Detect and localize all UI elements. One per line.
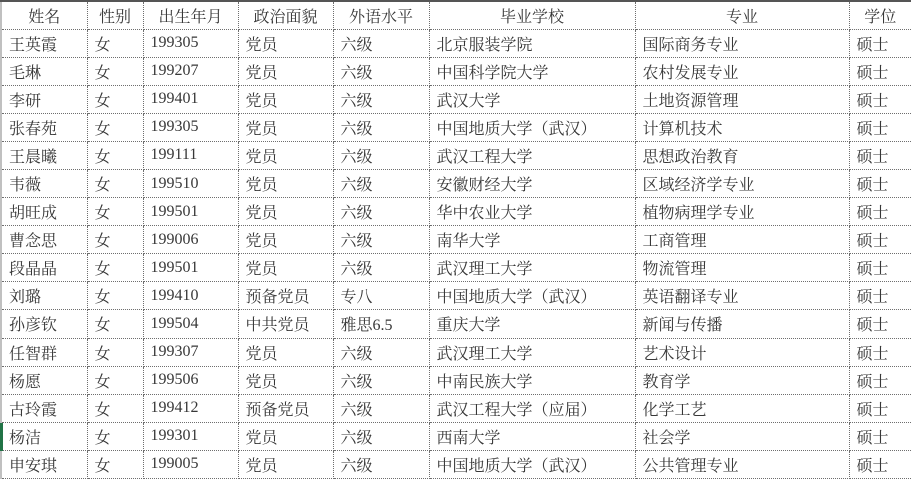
cell-political: 党员 [238,338,333,366]
cell-school: 中国地质大学（武汉） [429,450,635,478]
cell-gender: 女 [87,394,143,422]
cell-school: 华中农业大学 [429,198,635,226]
table-row [1,141,911,169]
cell-name: 古玲霞 [1,394,87,422]
cell-major: 化学工艺 [635,394,849,422]
cell-major: 植物病理学专业 [635,198,849,226]
cell-political: 预备党员 [238,394,333,422]
cell-language: 六级 [333,85,429,113]
cell-gender: 女 [87,198,143,226]
cell-gender: 女 [87,422,143,450]
cell-political: 预备党员 [238,282,333,310]
table-row [1,450,911,478]
cell-major: 工商管理 [635,226,849,254]
table-row [1,282,911,310]
cell-political: 党员 [238,226,333,254]
cell-birth: 199305 [143,113,238,141]
cell-name: 任智群 [1,338,87,366]
table-row [1,310,911,338]
cell-major: 艺术设计 [635,338,849,366]
cell-birth: 199510 [143,169,238,197]
cell-name: 申安琪 [1,450,87,478]
cell-political: 中共党员 [238,310,333,338]
cell-name: 王英霞 [1,29,87,57]
cell-degree: 硕士 [849,394,911,422]
cell-school: 南华大学 [429,226,635,254]
cell-name: 李研 [1,85,87,113]
cell-degree: 硕士 [849,450,911,478]
cell-degree: 硕士 [849,254,911,282]
cell-language: 六级 [333,57,429,85]
cell-language: 六级 [333,254,429,282]
cell-birth: 199504 [143,310,238,338]
table-row [1,198,911,226]
cell-birth: 199501 [143,254,238,282]
cell-birth: 199005 [143,450,238,478]
cell-school: 武汉工程大学（应届） [429,394,635,422]
cell-language: 六级 [333,29,429,57]
cell-school: 安徽财经大学 [429,169,635,197]
cell-birth: 199501 [143,198,238,226]
cell-gender: 女 [87,85,143,113]
cell-degree: 硕士 [849,338,911,366]
cell-degree: 硕士 [849,366,911,394]
cell-language: 六级 [333,141,429,169]
cell-gender: 女 [87,169,143,197]
cell-birth: 199401 [143,85,238,113]
cell-birth: 199412 [143,394,238,422]
cell-major: 社会学 [635,422,849,450]
cell-gender: 女 [87,282,143,310]
cell-major: 农村发展专业 [635,57,849,85]
cell-name: 杨愿 [1,366,87,394]
cell-degree: 硕士 [849,198,911,226]
cell-major: 物流管理 [635,254,849,282]
header-cell-degree: 学位 [849,1,911,29]
cell-language: 六级 [333,113,429,141]
cell-language: 六级 [333,450,429,478]
cell-name: 曹念思 [1,226,87,254]
cell-birth: 199307 [143,338,238,366]
table-row [1,394,911,422]
cell-language: 六级 [333,198,429,226]
cell-name: 毛琳 [1,57,87,85]
header-cell-political: 政治面貌 [238,1,333,29]
header-cell-name: 姓名 [1,1,87,29]
cell-political: 党员 [238,29,333,57]
cell-name: 胡旺成 [1,198,87,226]
cell-political: 党员 [238,254,333,282]
cell-gender: 女 [87,450,143,478]
cell-school: 西南大学 [429,422,635,450]
header-cell-language: 外语水平 [333,1,429,29]
cell-gender: 女 [87,366,143,394]
header-cell-birth: 出生年月 [143,1,238,29]
cell-gender: 女 [87,141,143,169]
table-row [1,338,911,366]
cell-gender: 女 [87,254,143,282]
cell-major: 思想政治教育 [635,141,849,169]
cell-political: 党员 [238,57,333,85]
cell-birth: 199410 [143,282,238,310]
cell-gender: 女 [87,338,143,366]
cell-school: 武汉大学 [429,85,635,113]
cell-language: 六级 [333,366,429,394]
cell-name: 王晨曦 [1,141,87,169]
cell-gender: 女 [87,310,143,338]
header-cell-school: 毕业学校 [429,1,635,29]
table-row [1,85,911,113]
header-cell-major: 专业 [635,1,849,29]
cell-language: 六级 [333,226,429,254]
cell-major: 公共管理专业 [635,450,849,478]
cell-language: 六级 [333,169,429,197]
cell-name: 孙彦钦 [1,310,87,338]
cell-major: 教育学 [635,366,849,394]
cell-political: 党员 [238,85,333,113]
cell-language: 六级 [333,394,429,422]
cell-major: 土地资源管理 [635,85,849,113]
cell-school: 中国地质大学（武汉） [429,113,635,141]
cell-school: 重庆大学 [429,310,635,338]
cell-gender: 女 [87,226,143,254]
cell-language: 雅思6.5 [333,310,429,338]
cell-name: 杨洁 [1,422,87,450]
cell-political: 党员 [238,198,333,226]
cell-degree: 硕士 [849,57,911,85]
table-row [1,254,911,282]
cell-major: 计算机技术 [635,113,849,141]
cell-degree: 硕士 [849,113,911,141]
cell-name: 段晶晶 [1,254,87,282]
header-cell-gender: 性别 [87,1,143,29]
cell-school: 北京服装学院 [429,29,635,57]
cell-political: 党员 [238,141,333,169]
cell-school: 中国地质大学（武汉） [429,282,635,310]
table-row [1,422,911,450]
cell-birth: 199301 [143,422,238,450]
table-body [1,29,911,479]
table-row [1,366,911,394]
cell-name: 刘璐 [1,282,87,310]
active-row-marker [0,423,3,451]
cell-gender: 女 [87,29,143,57]
cell-major: 区域经济学专业 [635,169,849,197]
cell-degree: 硕士 [849,282,911,310]
table-row [1,29,911,57]
cell-name: 韦薇 [1,169,87,197]
cell-school: 武汉工程大学 [429,141,635,169]
cell-political: 党员 [238,450,333,478]
cell-political: 党员 [238,422,333,450]
cell-political: 党员 [238,169,333,197]
cell-degree: 硕士 [849,85,911,113]
cell-language: 专八 [333,282,429,310]
cell-school: 中南民族大学 [429,366,635,394]
cell-birth: 199111 [143,141,238,169]
cell-degree: 硕士 [849,141,911,169]
cell-gender: 女 [87,113,143,141]
cell-birth: 199506 [143,366,238,394]
cell-birth: 199305 [143,29,238,57]
header-row [1,1,911,29]
cell-major: 英语翻译专业 [635,282,849,310]
table-row [1,226,911,254]
cell-birth: 199207 [143,57,238,85]
cell-major: 新闻与传播 [635,310,849,338]
cell-political: 党员 [238,113,333,141]
cell-degree: 硕士 [849,169,911,197]
cell-birth: 199006 [143,226,238,254]
cell-degree: 硕士 [849,422,911,450]
table-header [1,1,911,29]
table-row [1,57,911,85]
table-row [1,113,911,141]
cell-degree: 硕士 [849,29,911,57]
cell-language: 六级 [333,422,429,450]
cell-school: 武汉理工大学 [429,338,635,366]
cell-name: 张春苑 [1,113,87,141]
cell-language: 六级 [333,338,429,366]
table-row [1,169,911,197]
cell-degree: 硕士 [849,310,911,338]
cell-political: 党员 [238,366,333,394]
cell-school: 中国科学院大学 [429,57,635,85]
cell-degree: 硕士 [849,226,911,254]
cell-gender: 女 [87,57,143,85]
cell-major: 国际商务专业 [635,29,849,57]
cell-school: 武汉理工大学 [429,254,635,282]
